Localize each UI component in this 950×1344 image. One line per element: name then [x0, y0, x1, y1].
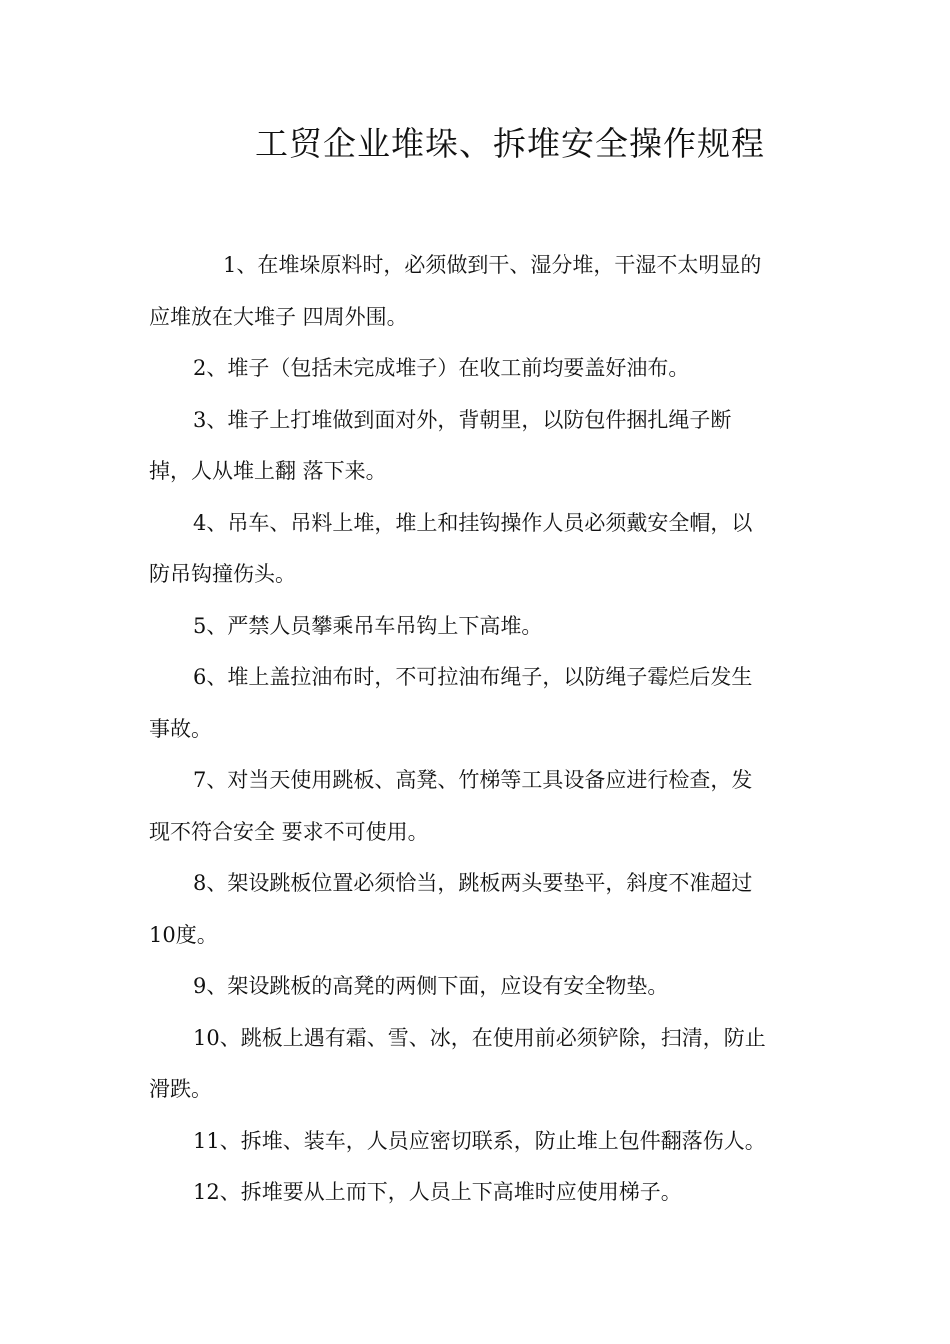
paragraph-line: 7、对当天使用跳板、高凳、竹梯等工具设备应进行检查，发	[193, 768, 753, 792]
paragraph-5	[149, 601, 799, 653]
paragraph-line: 1、在堆垛原料时，必须做到干、湿分堆，干湿不太明显的	[223, 253, 762, 277]
paragraph-line: 2、堆子（包括未完成堆子）在收工前均要盖好油布。	[193, 356, 690, 380]
paragraph-line: 4、吊车、吊料上堆，堆上和挂钩操作人员必须戴安全帽，以	[193, 510, 753, 535]
paragraph-line: 现不符合安全 要求不可使用。	[149, 819, 429, 844]
paragraph-2	[149, 343, 799, 395]
paragraph-10	[149, 1013, 799, 1116]
paragraph-line: 掉，人从堆上翻 落下来。	[149, 459, 387, 483]
paragraph-9	[149, 961, 799, 1013]
paragraph-line: 6、堆上盖拉油布时，不可拉油布绳子，以防绳子霉烂后发生	[193, 665, 753, 689]
paragraph-6	[149, 652, 799, 755]
paragraph-line: 事故。	[149, 716, 212, 741]
paragraph-1	[149, 240, 799, 343]
paragraph-line: 应堆放在大堆子 四周外围。	[149, 304, 408, 329]
document-body	[149, 240, 799, 1219]
paragraph-line: 3、堆子上打堆做到面对外，背朝里，以防包件捆扎绳子断	[193, 407, 732, 432]
paragraph-4	[149, 498, 799, 601]
paragraph-line: 8、架设跳板位置必须恰当，跳板两头要垫平，斜度不准超过	[193, 871, 753, 895]
paragraph-line: 5、严禁人员攀乘吊车吊钩上下高堆。	[193, 613, 543, 638]
paragraph-line: 10度。	[149, 922, 218, 947]
paragraph-line: 10、跳板上遇有霜、雪、冰，在使用前必须铲除，扫清，防止	[193, 1025, 766, 1050]
paragraph-11	[149, 1116, 799, 1168]
paragraph-line: 滑跌。	[149, 1077, 212, 1101]
paragraph-line: 防吊钩撞伤头。	[149, 562, 296, 586]
document-title: 工贸企业堆垛、拆堆安全操作规程	[255, 124, 765, 163]
paragraph-line: 12、拆堆要从上而下，人员上下高堆时应使用梯子。	[193, 1180, 682, 1204]
paragraph-3	[149, 395, 799, 498]
paragraph-line: 9、架设跳板的高凳的两侧下面，应设有安全物垫。	[193, 974, 669, 998]
paragraph-12	[149, 1167, 799, 1219]
paragraph-7	[149, 755, 799, 858]
paragraph-line: 11、拆堆、装车，人员应密切联系，防止堆上包件翻落伤人。	[193, 1128, 766, 1153]
paragraph-8	[149, 858, 799, 961]
